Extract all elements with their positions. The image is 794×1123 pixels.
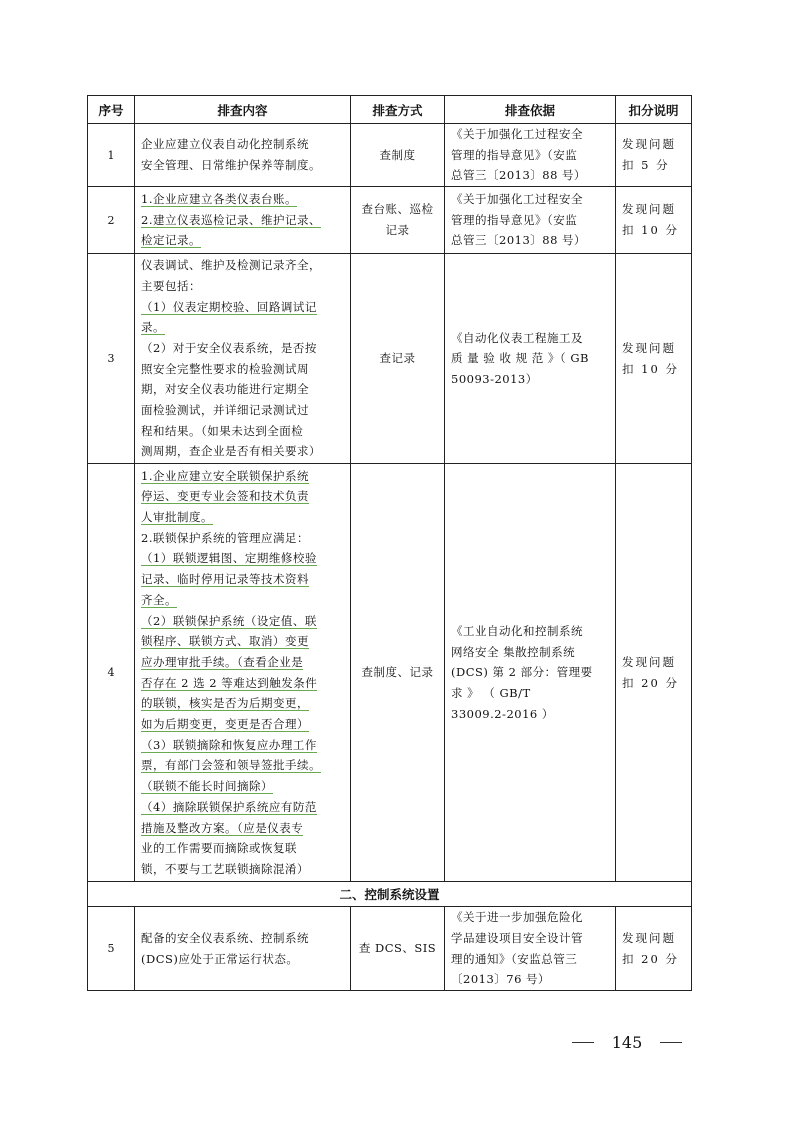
row-score: 发现问题 扣 10 分 bbox=[616, 254, 692, 464]
section-row bbox=[88, 882, 692, 907]
inspection-table bbox=[87, 95, 692, 991]
row-score: 发现问题 扣 20 分 bbox=[616, 907, 692, 991]
row-method: 查 DCS、SIS bbox=[351, 907, 445, 991]
row-basis: 《关于加强化工过程安全 管理的指导意见》（安监 总管三〔2013〕88 号） bbox=[445, 187, 616, 254]
section-title: 二、控制系统设置 bbox=[88, 882, 692, 907]
header-content: 排查内容 bbox=[135, 96, 351, 124]
dash-right bbox=[660, 1042, 682, 1043]
row-score: 发现问题 扣 5 分 bbox=[616, 124, 692, 187]
row-method: 查记录 bbox=[351, 254, 445, 464]
page-number bbox=[572, 1033, 682, 1052]
row-content: 仪表调试、维护及检测记录齐全， 主要包括： （1）仪表定期校验、回路调试记 录。 （2）对于安全仪表系统，是否按 照安全完整性要求的检验测试周 期，对安全仪表功能进行定期全 面检验测试，并详细记录测试过 程和结果。（如果未达到全面检 测周期，查企业是否有相关要求） bbox=[135, 254, 351, 464]
row-basis: 《关于加强化工过程安全 管理的指导意见》（安监 总管三〔2013〕88 号） bbox=[445, 124, 616, 187]
row-content: 企业应建立仪表自动化控制系统 安全管理、日常维护保养等制度。 bbox=[135, 124, 351, 187]
row-basis: 《自动化仪表工程施工及 质 量 验 收 规 范 》（ GB 50093-2013） bbox=[445, 254, 616, 464]
row-index: 1 bbox=[88, 124, 135, 187]
row-content: 1.企业应建立安全联锁保护系统 停运、变更专业会签和技术负责 人审批制度。 2.联锁保护系统的管理应满足： （1）联锁逻辑图、定期维修校验 记录、临时停用记录等技术资料 齐全。 （2）联锁保护系统（设定值、联 锁程序、联锁方式、取消）变更 应办理审批手续。（查看企业是 否存在 2 选 2 等难达到触发条件 的联锁，核实是否为后期变更， 如为后期变更，变更是否合理） （3）联锁摘除和恢复应办理工作 票，有部门会签和领导签批手续。 （联锁不能长时间摘除） （4）摘除联锁保护系统应有防范 措施及整改方案。（应是仪表专 业的工作需要而摘除或恢复联 锁，不要与工艺联锁摘除混淆） bbox=[135, 464, 351, 882]
header-score: 扣分说明 bbox=[616, 96, 692, 124]
row-score: 发现问题 扣 10 分 bbox=[616, 187, 692, 254]
header-method: 排查方式 bbox=[351, 96, 445, 124]
table-row bbox=[88, 124, 692, 187]
row-index: 3 bbox=[88, 254, 135, 464]
row-index: 2 bbox=[88, 187, 135, 254]
row-method: 查台账、巡检 记录 bbox=[351, 187, 445, 254]
row-content: 配备的安全仪表系统、控制系统 (DCS)应处于正常运行状态。 bbox=[135, 907, 351, 991]
table-row bbox=[88, 254, 692, 464]
table-header-row bbox=[88, 96, 692, 124]
row-content: 1.企业应建立各类仪表台账。 2.建立仪表巡检记录、维护记录、 检定记录。 bbox=[135, 187, 351, 254]
header-index: 序号 bbox=[88, 96, 135, 124]
table-row bbox=[88, 187, 692, 254]
header-basis: 排查依据 bbox=[445, 96, 616, 124]
row-method: 查制度、记录 bbox=[351, 464, 445, 882]
row-method: 查制度 bbox=[351, 124, 445, 187]
page-number-text: 145 bbox=[611, 1033, 643, 1052]
row-index: 5 bbox=[88, 907, 135, 991]
table-row bbox=[88, 907, 692, 991]
dash-left bbox=[572, 1042, 594, 1043]
row-score: 发现问题 扣 20 分 bbox=[616, 464, 692, 882]
row-basis: 《工业自动化和控制系统 网络安全 集散控制系统 (DCS) 第 2 部分：管理要 求 》 （ GB/T 33009.2-2016 ） bbox=[445, 464, 616, 882]
row-basis: 《关于进一步加强危险化 学品建设项目安全设计管 理的通知》（安监总管三 〔2013〕76 号） bbox=[445, 907, 616, 991]
row-index: 4 bbox=[88, 464, 135, 882]
table-row bbox=[88, 464, 692, 882]
